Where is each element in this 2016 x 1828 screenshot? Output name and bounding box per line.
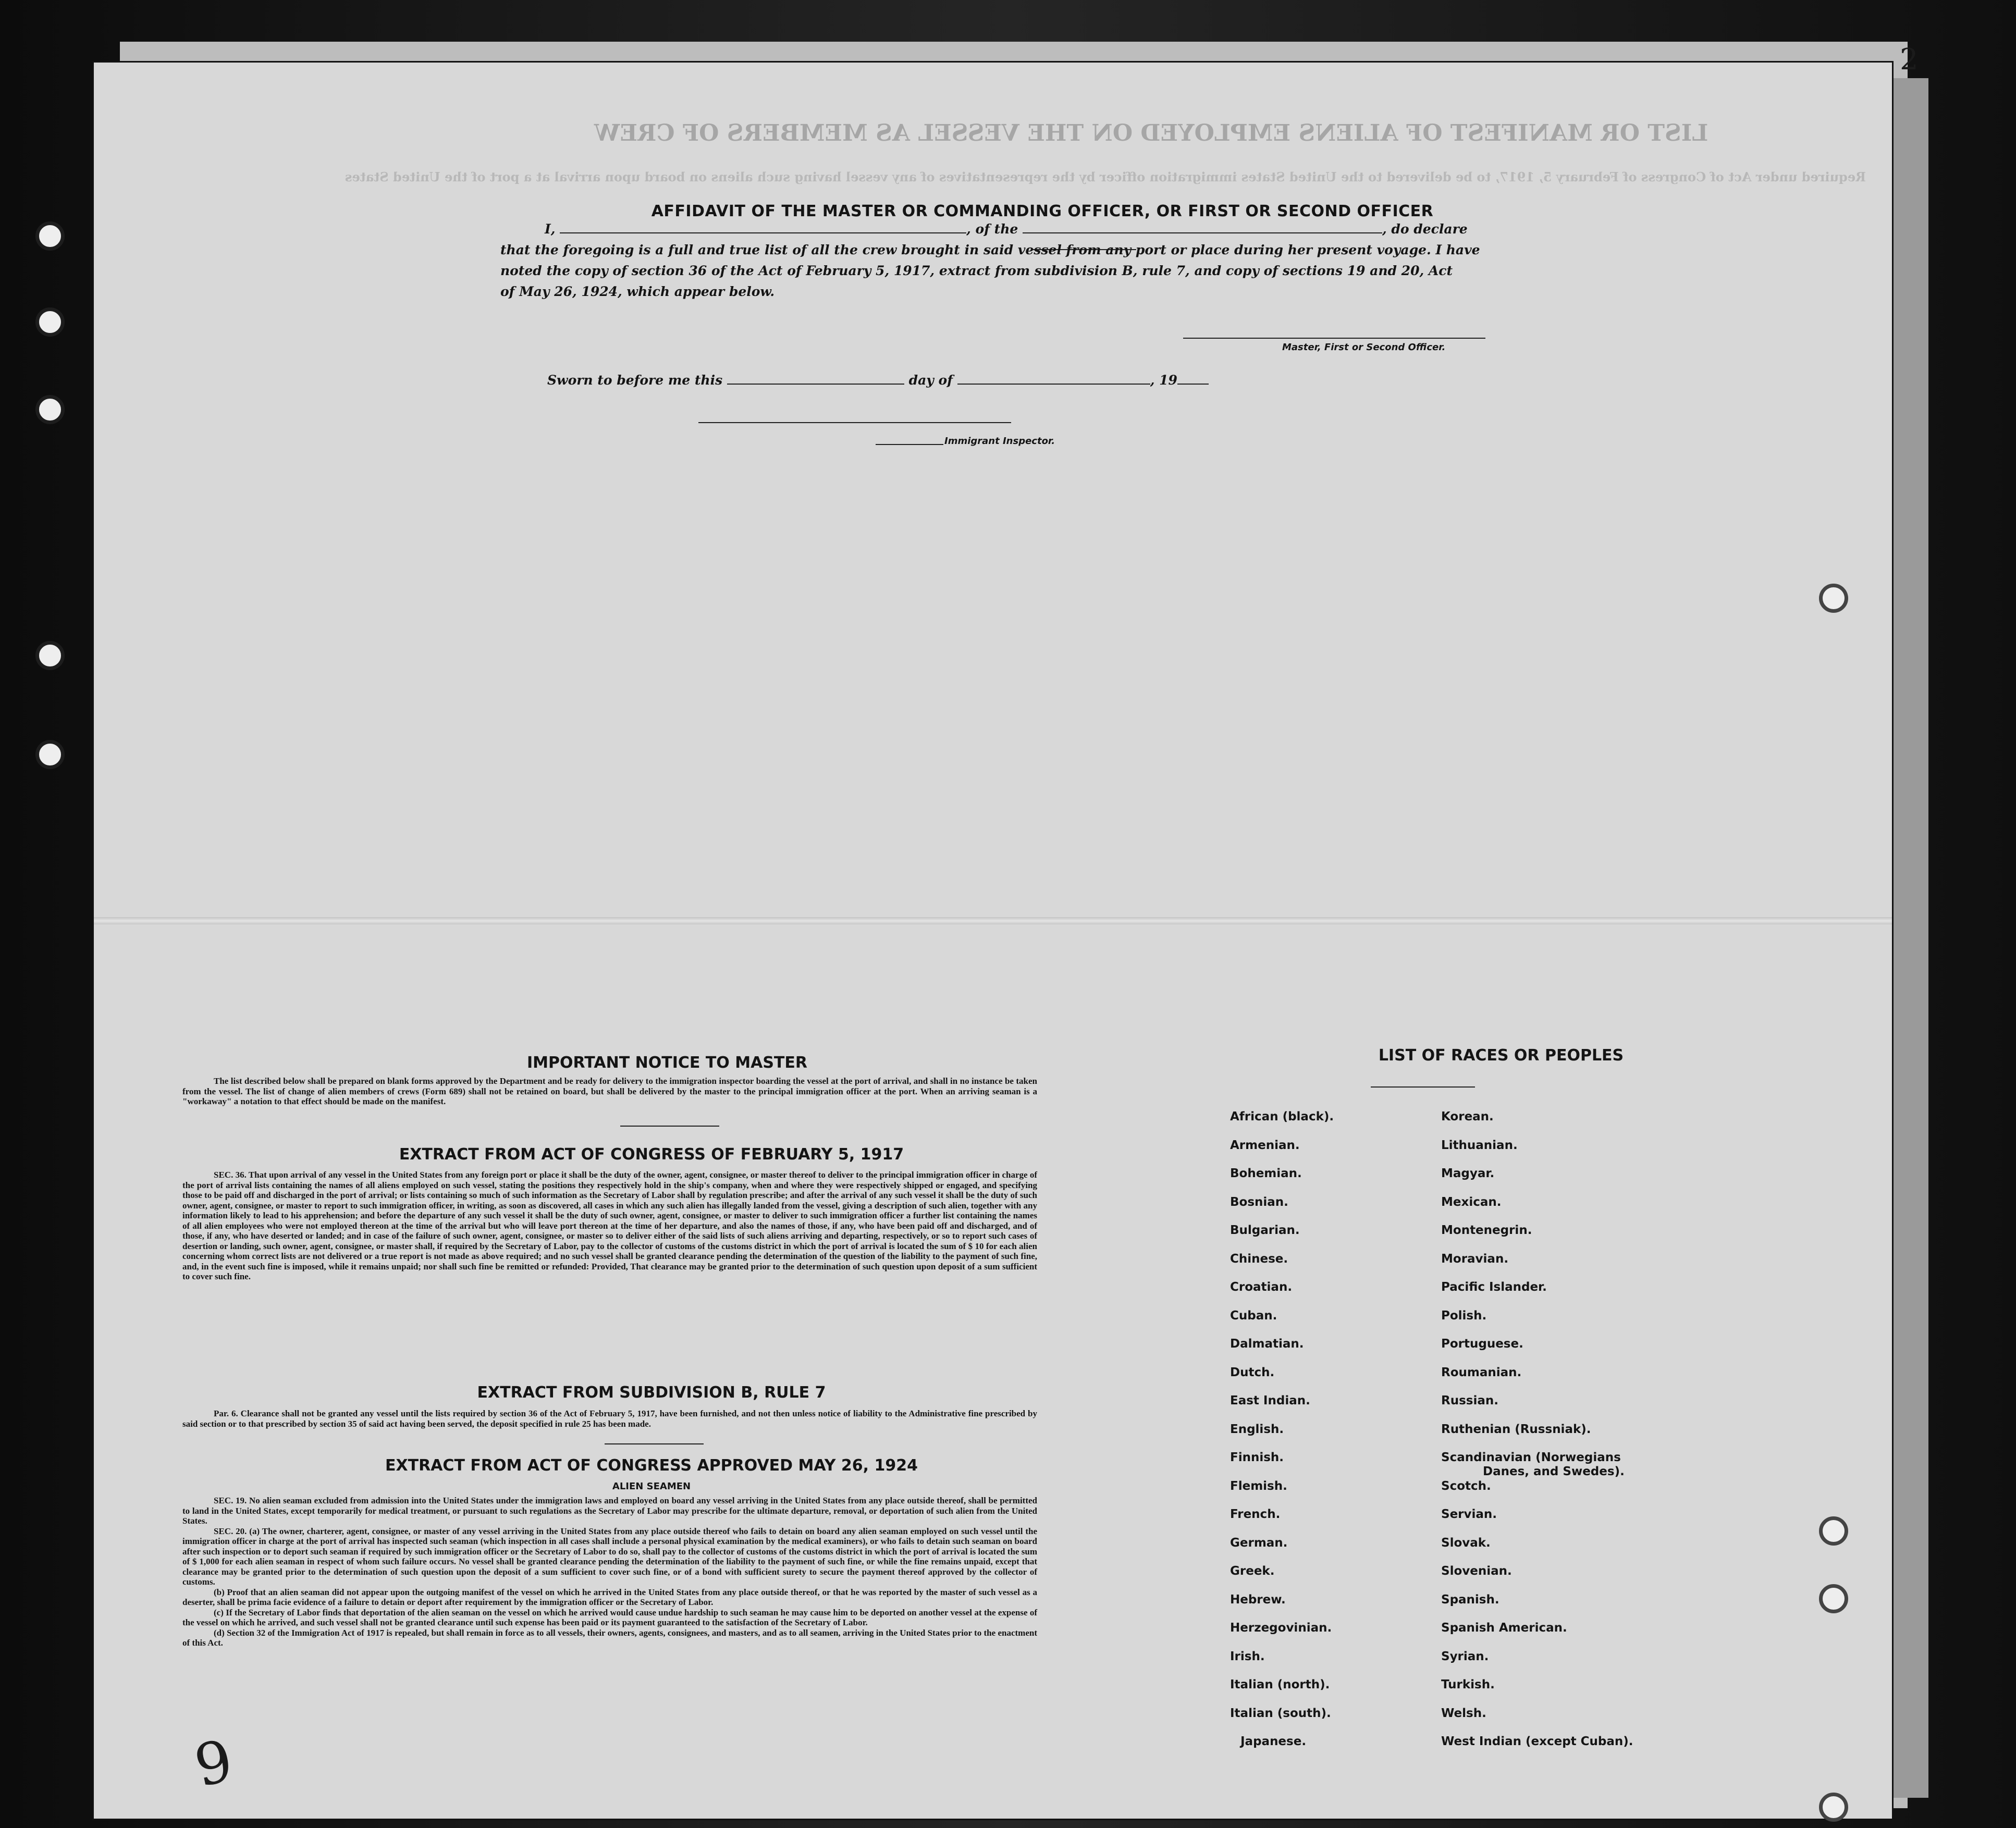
master-signature-caption: Master, First or Second Officer. — [1282, 342, 1446, 353]
race-item: Armenian. — [1230, 1138, 1300, 1152]
race-item: Finnish. — [1230, 1451, 1284, 1464]
punch-hole — [35, 641, 65, 670]
extract-1917-text: SEC. 36. That upon arrival of any vessel in the United States from any foreign port or place it shall be the duty of the owner, agent, consignee, or master thereof to deliver to the principal immigration officer in charge of the port of arrival lists containing the names of all aliens employed on such vessel, stating the positions they respectively hold in the ship's company, when and where they were respectively shipped or engaged, and specifying those to be paid off and discharged in the port of arrival; or lists containing so much of such information as the Secretary of Labor shall by regulation prescribe; and after the arrival of any such vessel it shall be the duty of such owner, agent, consignee, or master to report to such immigration officer, in writing, as soon as discovered, all cases in which any such alien has illegally landed from the vessel, giving a description of such alien, together with any information likely to lead to his apprehension; and before the departure of any such vessel it shall be the duty of such owner, agent, consignee, or master to deliver to such immigration officer a further list containing the names of all alien employees who were not employed thereon at the time of the arrival but who will leave port thereon at the time of her departure, and also the names of those, if any, who have been paid off and discharged, and of those, if any, who have deserted or landed; and in case of the failure of such owner, agent, consignee, or master so to deliver either of the said lists of such aliens arriving and departing, respectively, or so to report such cases of desertion or landing, such owner, agent, consignee, or master shall, if required by the Secretary of Labor, pay to the collector of customs of the customs district in which the port of arrival is located the sum of $ 10 for each alien concerning whom correct lists are not delivered or a true report is not made as above required; and no such vessel shall be granted clearance pending the determination of the question of the liability to the payment of such fine, and, in the event such fine is imposed, while it remains unpaid; nor shall such fine be remitted or refunded: Provided, That clearance may be granted prior to the determination of such question upon deposit of a sum sufficient to cover such fine. — [182, 1170, 1037, 1281]
race-item: Roumanian. — [1441, 1365, 1522, 1379]
inspector-signature-line[interactable] — [698, 422, 1011, 423]
race-item: Spanish. — [1441, 1592, 1499, 1607]
punch-hole — [35, 307, 65, 337]
race-item: Servian. — [1441, 1508, 1497, 1521]
races-title: LIST OF RACES OR PEOPLES — [1378, 1046, 1624, 1065]
race-item: Irish. — [1230, 1649, 1265, 1663]
handwritten-page-number: 2 — [1900, 43, 1919, 77]
race-item: Bulgarian. — [1230, 1224, 1300, 1237]
race-item: Bohemian. — [1230, 1167, 1302, 1180]
race-item: Turkish. — [1441, 1678, 1495, 1691]
race-item: Greek. — [1230, 1564, 1275, 1578]
race-item: Japanese. — [1240, 1735, 1307, 1748]
officer-name-blank[interactable] — [560, 232, 966, 233]
document-page — [94, 43, 1919, 1819]
race-item: Scandinavian (Norwegians — [1441, 1451, 1621, 1464]
race-item: Bosnian. — [1230, 1195, 1288, 1209]
inspector-short-line — [876, 444, 943, 445]
race-item: Polish. — [1441, 1308, 1487, 1323]
bleed-through-text: Required under Act of Congress of February 5, 1917, to be delivered to the United States immigration officer by the representatives of any vessel having such aliens on board upon arrival at a port of the United States — [345, 169, 1866, 184]
page-fold — [94, 917, 1892, 924]
race-item: English. — [1230, 1422, 1284, 1436]
race-item: Italian (south). — [1230, 1706, 1331, 1720]
race-item: Syrian. — [1441, 1649, 1489, 1663]
divider — [620, 1126, 719, 1127]
extract-1924-title: EXTRACT FROM ACT OF CONGRESS APPROVED MAY 26, 1924 — [385, 1456, 918, 1475]
sworn-year-blank[interactable] — [1177, 384, 1209, 385]
race-item: Slovak. — [1441, 1536, 1491, 1550]
race-item: Dalmatian. — [1230, 1337, 1304, 1351]
race-item: Herzegovinian. — [1230, 1621, 1332, 1635]
race-item: Croatian. — [1230, 1280, 1293, 1294]
race-item: Scotch. — [1441, 1479, 1491, 1493]
extract-rule7-title: EXTRACT FROM SUBDIVISION B, RULE 7 — [477, 1384, 826, 1402]
race-item: Cuban. — [1230, 1308, 1277, 1323]
punch-hole — [1819, 1793, 1848, 1822]
affidavit-declaration-line — [545, 219, 1468, 240]
sworn-month-blank[interactable] — [957, 384, 1150, 385]
inspector-caption: Immigrant Inspector. — [944, 436, 1055, 447]
race-item: East Indian. — [1230, 1394, 1310, 1407]
race-item: Welsh. — [1441, 1706, 1486, 1720]
sworn-line — [547, 370, 1209, 391]
master-signature-line[interactable] — [1183, 338, 1485, 339]
race-item: Chinese. — [1230, 1252, 1288, 1266]
race-item: Danes, and Swedes). — [1483, 1465, 1625, 1478]
race-item: Hebrew. — [1230, 1592, 1286, 1607]
affidavit-of-the: , of the — [966, 221, 1018, 237]
race-item: French. — [1230, 1508, 1281, 1521]
sec-20a-text: SEC. 20. (a) The owner, charterer, agent, consignee, or master of any vessel arriving in the United States from any place outside thereof who fails to detain on board any alien seaman employed on such vessel until the immigration officer in charge at the port of arrival has inspected such seaman (which inspection in all cases shall include a personal physical examination by the medical examiners), or who fails to detain such seaman on board after such inspection or to deport such seaman if required by such immigration officer or the Secretary of Labor to do so, shall pay to the collector of customs of the customs district in which the port of arrival is located the sum of $ 1,000 for each alien seaman in respect of whom such failure occurs. No vessel shall be granted clearance pending the determination of the liability to the payment of such fine, or while the fine remains unpaid, except that clearance may be granted prior to the determination of such question upon the deposit of a sum sufficient to cover such fine, or of a bond with sufficient surety to secure the payment thereof approved by the collector of customs. — [182, 1526, 1037, 1587]
divider — [605, 1443, 704, 1444]
punch-hole — [35, 221, 65, 251]
race-item: Moravian. — [1441, 1252, 1509, 1266]
race-item: Flemish. — [1230, 1479, 1287, 1493]
extract-1924-body — [182, 1496, 1037, 1648]
vessel-name-blank[interactable] — [1023, 232, 1382, 233]
sworn-day-blank[interactable] — [727, 384, 904, 385]
affidavit-text-line-2: noted the copy of section 36 of the Act of February 5, 1917, extract from subdivision B, rule 7, and copy of sections 19 and 20, Act — [500, 263, 1453, 278]
race-item: Slovenian. — [1441, 1564, 1512, 1578]
sworn-day-of: day of — [908, 373, 953, 388]
sec-19-text: SEC. 19. No alien seaman excluded from admission into the United States under the immigration laws and employed on board any vessel arriving in the United States from any place outside thereof, shall be permitted to land in the United States, except temporarily for medical treatment, or pursuant to such regulations as the Secretary of Labor may prescribe for the ultimate departure, removal, or deportation of such alien from the United States. — [182, 1496, 1037, 1526]
notice-title: IMPORTANT NOTICE TO MASTER — [527, 1054, 807, 1072]
race-item: Russian. — [1441, 1394, 1498, 1407]
punch-hole — [1819, 1516, 1848, 1546]
notice-text: The list described below shall be prepared on blank forms approved by the Department and be ready for delivery to the immigration inspector boarding the vessel at the port of arrival, and shall in no instance be taken from the vessel. The list of change of alien members of crews (Form 689) shall not be retained on board, but shall be delivered by the master to the principal immigration officer at the port. When an arriving seaman is a "workaway" a notation to that effect should be made on the manifest. — [182, 1076, 1037, 1106]
affidavit-text-line-1: that the foregoing is a full and true list of all the crew brought in said vessel from any port or place during her present voyage. I have — [500, 242, 1480, 257]
sworn-year: , 19 — [1150, 373, 1177, 388]
race-item: Mexican. — [1441, 1195, 1502, 1209]
race-item: Spanish American. — [1441, 1621, 1567, 1635]
race-item: African (black). — [1230, 1110, 1334, 1123]
race-item: West Indian (except Cuban). — [1441, 1735, 1633, 1748]
sec-20c-text: (c) If the Secretary of Labor finds that deportation of the alien seaman on the vessel on which he arrived would cause undue hardship to such seaman he may cause him to be deported on another vessel at the expense of the vessel on which he arrived, and such vessel shall not be granted clearance until such expense has been paid or its payment guaranteed to the satisfaction of the Secretary of Labor. — [182, 1607, 1037, 1627]
race-item: Portuguese. — [1441, 1337, 1523, 1351]
punch-hole — [35, 395, 65, 424]
race-item: Korean. — [1441, 1110, 1494, 1123]
race-item: Ruthenian (Russniak). — [1441, 1422, 1591, 1436]
affidavit-title: AFFIDAVIT OF THE MASTER OR COMMANDING OFFICER, OR FIRST OR SECOND OFFICER — [651, 202, 1434, 220]
affidavit-text-line-3: of May 26, 1924, which appear below. — [500, 284, 775, 299]
punch-hole — [35, 740, 65, 769]
race-item: Lithuanian. — [1441, 1138, 1518, 1152]
sec-20b-text: (b) Proof that an alien seaman did not appear upon the outgoing manifest of the vessel on which he arrived in the United States from any place outside thereof, or that he was reported by the master of such vessel as a deserter, shall be prima facie evidence of a failure to detain or deport after requirement by the immigration officer or the Secretary of Labor. — [182, 1587, 1037, 1607]
extract-rule7-text: Par. 6. Clearance shall not be granted any vessel until the lists required by section 36 of the Act of February 5, 1917, have been furnished, and not then unless notice of liability to the Administrative fine prescribed by said section or to that prescribed by section 35 of said act having been served, the deposit specified in rule 25 has been made. — [182, 1409, 1037, 1429]
affidavit-do-declare: , do declare — [1382, 221, 1468, 237]
punch-hole — [1819, 1584, 1848, 1613]
handwritten-mark: 9 — [189, 1727, 239, 1800]
divider — [1371, 1086, 1475, 1088]
extract-1917-title: EXTRACT FROM ACT OF CONGRESS OF FEBRUARY 5, 1917 — [399, 1145, 904, 1164]
bleed-through-title: LIST OR MANIFEST OF ALIENS EMPLOYED ON THE VESSEL AS MEMBERS OF CREW — [594, 120, 1708, 146]
sworn-text: Sworn to before me this — [547, 373, 723, 388]
race-item: Dutch. — [1230, 1365, 1275, 1379]
extract-1924-subtitle: ALIEN SEAMEN — [612, 1481, 691, 1492]
race-item: Pacific Islander. — [1441, 1280, 1547, 1294]
race-item: Italian (north). — [1230, 1678, 1330, 1691]
affidavit-i: I, — [545, 221, 556, 237]
sec-20d-text: (d) Section 32 of the Immigration Act of 1917 is repealed, but shall remain in force as to all vessels, their owners, agents, consignees, and masters, and as to all seamen, arriving in the United States prior to the enactment of this Act. — [182, 1627, 1037, 1648]
punch-hole — [1819, 584, 1848, 613]
race-item: German. — [1230, 1536, 1288, 1550]
race-item: Magyar. — [1441, 1167, 1495, 1180]
race-item: Montenegrin. — [1441, 1224, 1532, 1237]
